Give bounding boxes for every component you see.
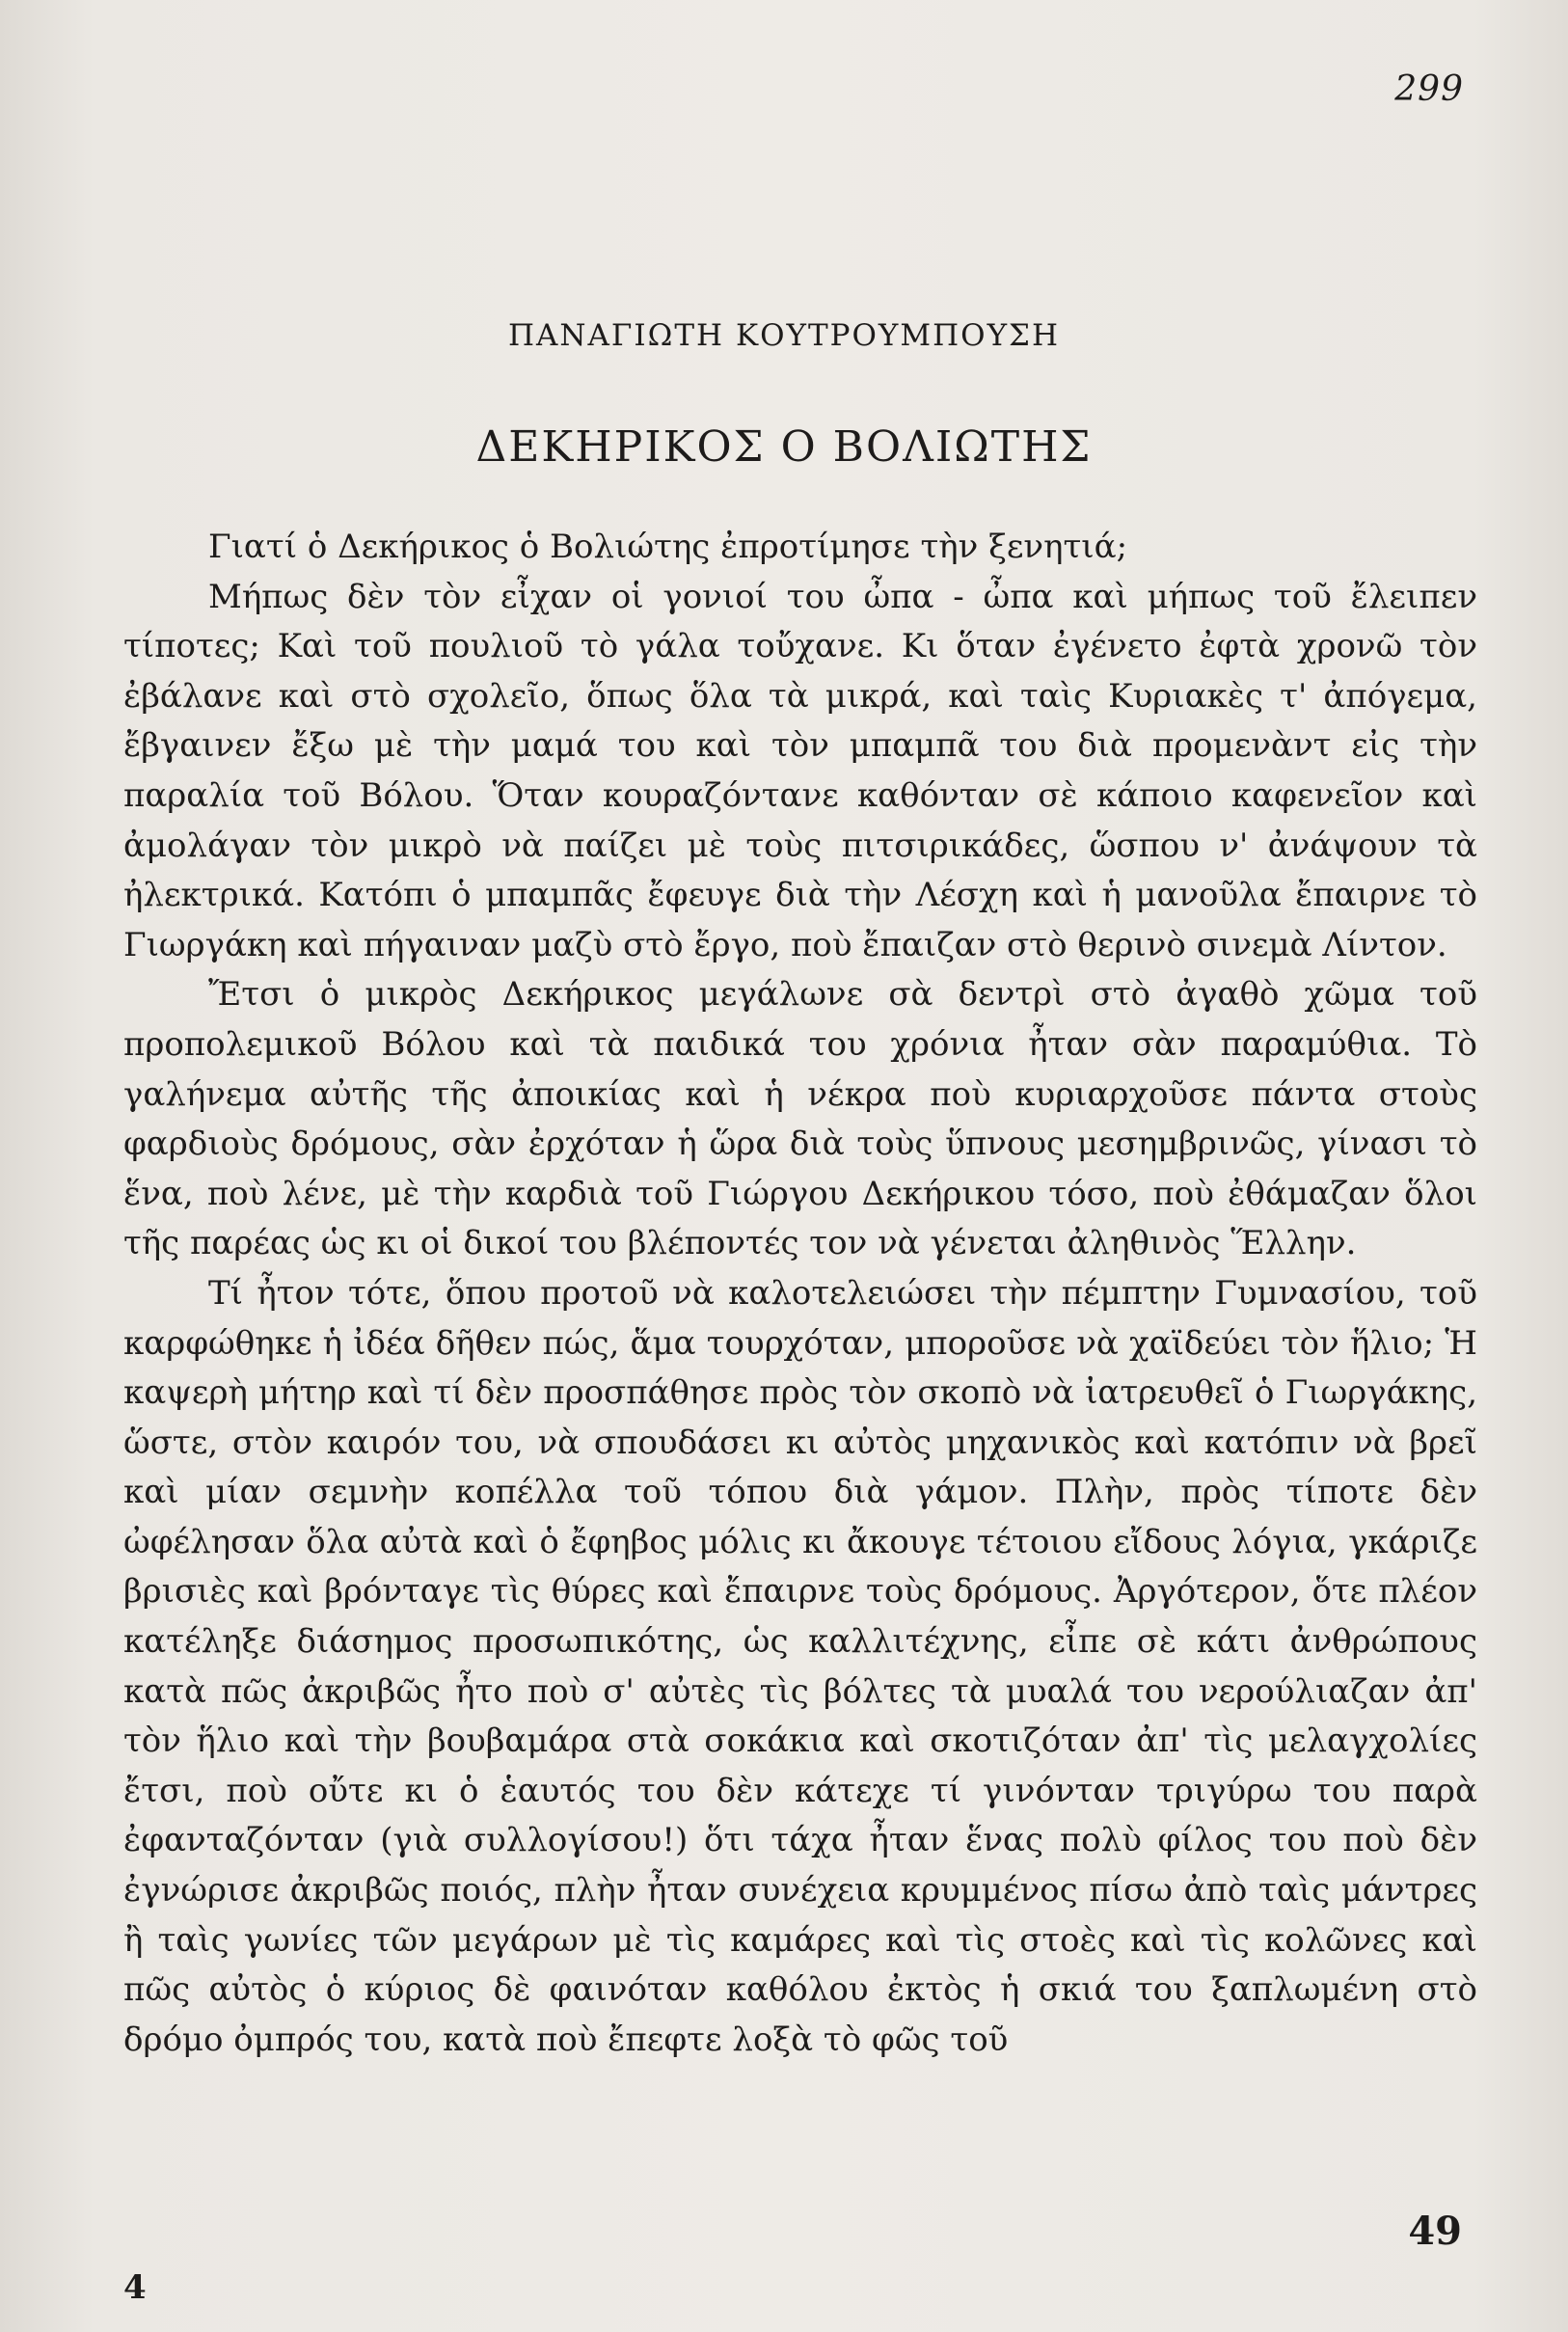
story-body: [123, 523, 1477, 2065]
author-name: ΠΑΝΑΓΙΩΤΗ ΚΟΥΤΡΟΥΜΠΟΥΣΗ: [507, 318, 1061, 353]
footer-page-number: 49: [1408, 2209, 1462, 2254]
paragraph: Τί ἦτον τότε, ὅπου προτοῦ νὰ καλοτελειώσει τὴν πέμπτην Γυμνασίου, τοῦ καρφώθηκε ἡ ἰδέα δῆθεν πώς, ἅμα τουρχόταν, μποροῦσε νὰ χαϊδεύει τὸν ἥλιο; Ἡ καψερὴ μήτηρ καὶ τί δὲν προσπάθησε πρὸς τὸν σκοπὸ νὰ ἰατρευθεῖ ὁ Γιωργάκης, ὥστε, στὸν καιρόν του, νὰ σπουδάσει κι αὐτὸς μηχανικὸς καὶ κατόπιν νὰ βρεῖ καὶ μίαν σεμνὴν κοπέλλα τοῦ τόπου διὰ γάμον. Πλὴν, πρὸς τίποτε δὲν ὠφέλησαν ὅλα αὐτὰ καὶ ὁ ἔφηβος μόλις κι ἄκουγε τέτοιου εἴδους λόγια, γκάριζε βρισιὲς καὶ βρόνταγε τὶς θύρες καὶ ἔπαιρνε τοὺς δρόμους. Ἀργότερον, ὅτε πλέον κατέληξε διάσημος προσωπικότης, ὡς καλλιτέχνης, εἶπε σὲ κάτι ἀνθρώπους κατὰ πῶς ἀκριβῶς ἦτο ποὺ σ' αὐτὲς τὶς βόλτες τὰ μυαλά του νερούλιαζαν ἀπ' τὸν ἥλιο καὶ τὴν βουβαμάρα στὰ σοκάκια καὶ σκοτιζόταν ἀπ' τὶς μελαγχολίες ἔτσι, ποὺ οὔτε κι ὁ ἑαυτός του δὲν κάτεχε τί γινόνταν τριγύρω του παρὰ ἐφανταζόνταν (γιὰ συλλογίσου!) ὅτι τάχα ἦταν ἕνας πολὺ φίλος του ποὺ δὲν ἐγνώρισε ἀκριβῶς ποιός, πλὴν ἦταν συνέχεια κρυμμένος πίσω ἀπὸ ταὶς μάντρες ἢ ταὶς γωνίες τῶν μεγάρων μὲ τὶς καμάρες καὶ τὶς στοὲς καὶ τὶς κολῶνες καὶ πῶς αὐτὸς ὁ κύριος δὲ φαινόταν καθόλου ἐκτὸς ἡ σκιά του ξαπλωμένη στὸ δρόμο ὀμπρός του, κατὰ ποὺ ἔπεφτε λοξὰ τὸ φῶς τοῦ: [123, 1273, 1477, 2059]
paragraph: Μήπως δὲν τὸν εἶχαν οἱ γονιοί του ὦπα - ὦπα καὶ μήπως τοῦ ἔλειπεν τίποτες; Καὶ τοῦ πουλιοῦ τὸ γάλα τοὔχανε. Κι ὅταν ἐγένετο ἐφτὰ χρονῶ τὸν ἐβάλανε καὶ στὸ σχολεῖο, ὅπως ὅλα τὰ μικρά, καὶ ταὶς Κυριακὲς τ' ἀπόγεμα, ἔβγαινεν ἔξω μὲ τὴν μαμά του καὶ τὸν μπαμπᾶ του διὰ προμενὰντ εἰς τὴν παραλία τοῦ Βόλου. Ὅταν κουραζόντανε καθόνταν σὲ κάποιο καφενεῖον καὶ ἀμολάγαν τὸν μικρὸ νὰ παίζει μὲ τοὺς πιτσιρικάδες, ὥσπου ν' ἀνάψουν τὰ ἠλεκτρικά. Κατόπι ὁ μπαμπᾶς ἔφευγε διὰ τὴν Λέσχη καὶ ἡ μανοῦλα ἔπαιρνε τὸ Γιωργάκη καὶ πήγαιναν μαζὺ στὸ ἔργο, ποὺ ἔπαιζαν στὸ θερινὸ σινεμὰ Λίντον.: [123, 577, 1477, 964]
paragraph: Ἔτσι ὁ μικρὸς Δεκήρικος μεγάλωνε σὰ δεντρὶ στὸ ἀγαθὸ χῶμα τοῦ προπολεμικοῦ Βόλου καὶ τὰ παιδικά του χρόνια ἦταν σὰν παραμύθια. Τὸ γαλήνεμα αὐτῆς τῆς ἀποικίας καὶ ἡ νέκρα ποὺ κυριαρχοῦσε πάντα στοὺς φαρδιοὺς δρόμους, σὰν ἐρχόταν ἡ ὥρα διὰ τοὺς ὕπνους μεσημβρινῶς, γίνασι τὸ ἕνα, ποὺ λένε, μὲ τὴν καρδιὰ τοῦ Γιώργου Δεκήρικου τόσο, ποὺ ἐθάμαζαν ὅλοι τῆς παρέας ὡς κι οἱ δικοί του βλέποντές τον νὰ γένεται ἀληθινὸς Ἕλλην.: [123, 975, 1477, 1263]
signature-mark: 4: [123, 2268, 147, 2307]
paragraph: Γιατί ὁ Δεκήρικος ὁ Βολιώτης ἐπροτίμησε τὴν ξενητιά;: [208, 528, 1128, 566]
page-number: 299: [1394, 69, 1464, 109]
story-title: ΔΕΚΗΡΙΚΟΣ Ο ΒΟΛΙΩΤΗΣ: [475, 422, 1093, 472]
